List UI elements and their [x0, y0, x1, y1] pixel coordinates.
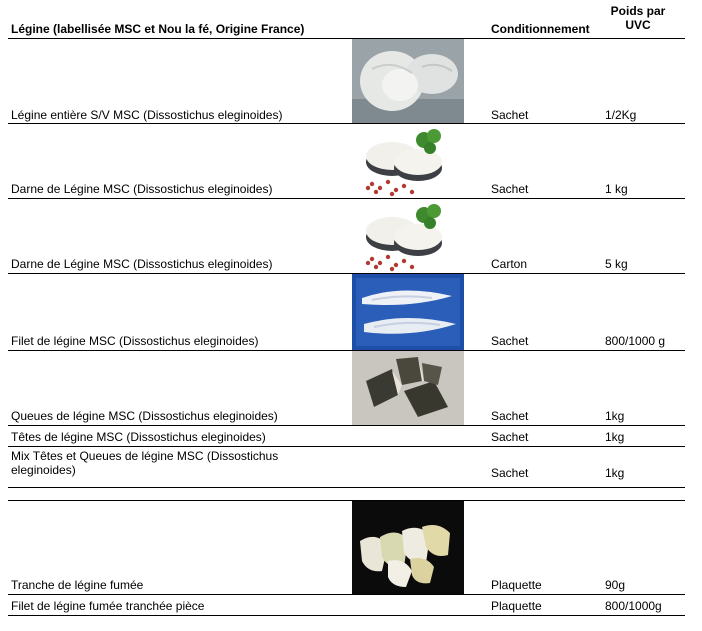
table-row	[8, 351, 685, 426]
header-weight: Poids par UVC	[610, 4, 666, 32]
table-row	[8, 39, 685, 124]
packaging: Sachet	[491, 409, 529, 423]
steaks-photo	[352, 199, 464, 273]
weight: 1kg	[605, 466, 625, 480]
table-row	[8, 501, 685, 595]
packaging: Sachet	[491, 466, 529, 480]
table-row	[8, 488, 685, 501]
product-name: Tranche de légine fumée	[11, 578, 144, 592]
product-name: Filet de légine MSC (Dissostichus eleginoides)	[11, 334, 259, 348]
table-row	[8, 447, 685, 488]
whole-fish-photo	[352, 39, 464, 123]
product-name: Filet de légine fumée tranchée pièce	[11, 599, 205, 613]
table-row	[8, 274, 685, 351]
packaging: Plaquette	[491, 578, 542, 592]
header-packaging: Conditionnement	[491, 22, 590, 36]
weight: 800/1000 g	[605, 334, 666, 348]
table-row	[8, 124, 685, 199]
weight: 90g	[605, 578, 626, 592]
packaging: Sachet	[491, 182, 529, 196]
table-row	[8, 199, 685, 274]
weight: 1/2Kg	[605, 108, 637, 122]
packaging: Sachet	[491, 430, 529, 444]
table-row	[8, 426, 685, 447]
table-header	[8, 0, 685, 39]
weight: 1kg	[605, 430, 625, 444]
weight: 5 kg	[605, 257, 628, 271]
product-name: Têtes de légine MSC (Dissostichus eleginoides)	[11, 430, 266, 444]
packaging: Carton	[491, 257, 528, 271]
product-name: Mix Têtes et Queues de légine MSC (Dissostichus eleginoides)	[11, 449, 279, 477]
weight: 800/1000g	[605, 599, 662, 613]
packaging: Sachet	[491, 108, 529, 122]
header-product: Légine (labellisée MSC et Nou la fé, Origine France)	[11, 22, 305, 36]
smoked-slices-photo	[352, 501, 464, 594]
product-name: Légine entière S/V MSC (Dissostichus eleginoides)	[11, 108, 283, 122]
packaging: Plaquette	[491, 599, 542, 613]
weight: 1 kg	[605, 182, 628, 196]
tails-photo	[352, 351, 464, 425]
product-name: Darne de Légine MSC (Dissostichus eleginoides)	[11, 182, 273, 196]
weight: 1kg	[605, 409, 625, 423]
steaks-photo	[352, 124, 464, 198]
packaging: Sachet	[491, 334, 529, 348]
fillets-photo	[352, 274, 464, 350]
table-row	[8, 595, 685, 616]
product-name: Queues de légine MSC (Dissostichus eleginoides)	[11, 409, 278, 423]
product-name: Darne de Légine MSC (Dissostichus eleginoides)	[11, 257, 273, 271]
